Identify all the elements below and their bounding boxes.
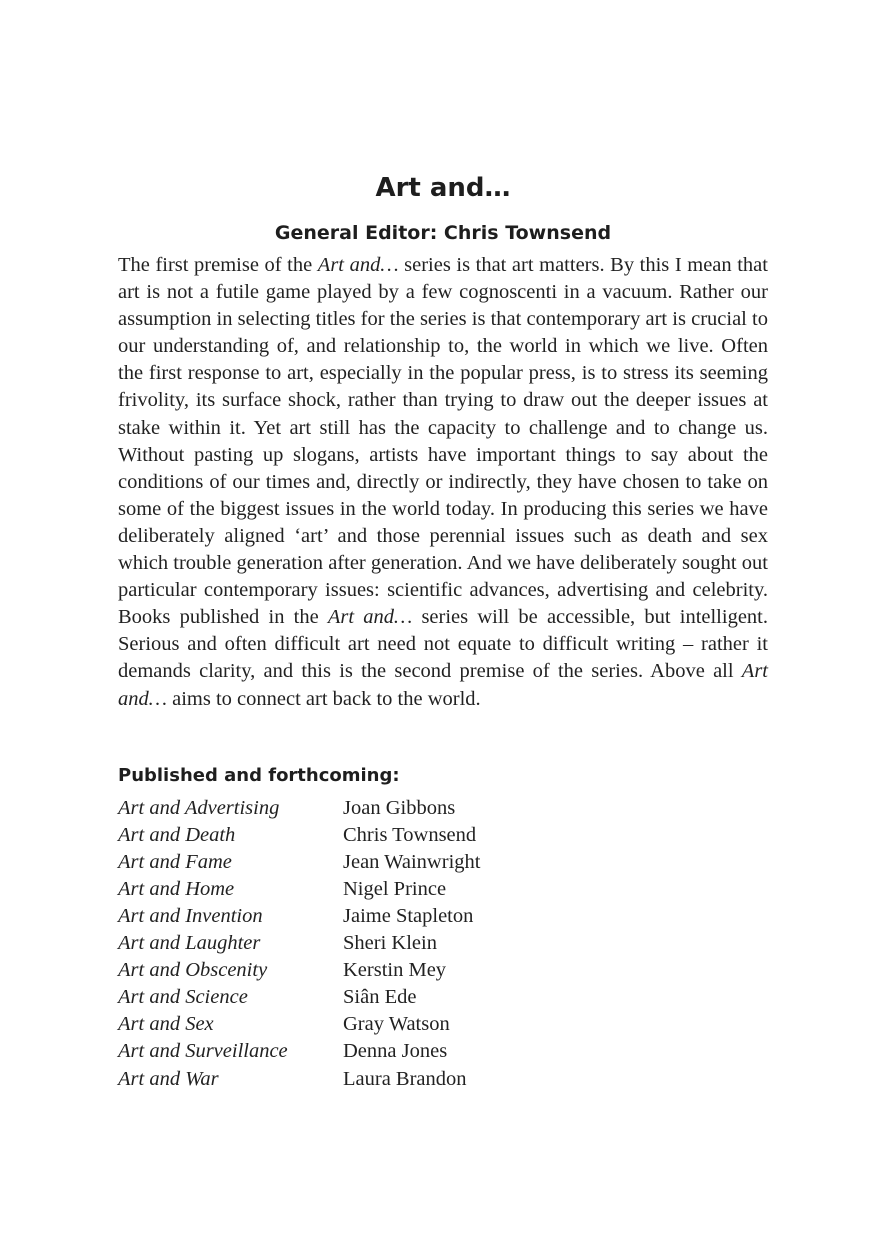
series-title: Art and… (375, 173, 511, 203)
book-title: Art and Science (118, 986, 248, 1009)
book-title: Art and Death (118, 823, 236, 846)
intro-text-1: The first premise of the (118, 254, 318, 276)
book-author: Nigel Prince (343, 877, 447, 900)
book-list (118, 795, 768, 1093)
book-author: Denna Jones (343, 1040, 448, 1063)
list-item (118, 1066, 768, 1093)
list-item (118, 795, 768, 822)
book-title: Art and Obscenity (118, 959, 268, 982)
intro-text-4: aims to connect art back to the world. (166, 687, 481, 710)
book-title: Art and Home (118, 877, 235, 900)
book-author: Laura Brandon (343, 1067, 467, 1090)
book-title: Art and War (118, 1067, 219, 1090)
book-title: Art and Sex (118, 1013, 214, 1036)
list-item (118, 849, 768, 876)
book-author: Jaime Stapleton (343, 904, 474, 927)
list-item (118, 1011, 768, 1038)
intro-text-3: series will be accessible, but intelligent. Serious and often difficult art need not equate to difficult writing – rather it demands clarity, and this is the second premise of the series. Above all (118, 606, 768, 683)
series-name: Art and… (118, 660, 768, 710)
general-editor: General Editor: Chris Townsend (274, 222, 612, 244)
book-title: Art and Advertising (118, 796, 280, 819)
book-title: Art and Invention (118, 904, 263, 927)
book-author: Joan Gibbons (343, 796, 456, 819)
book-author: Sheri Klein (343, 932, 437, 955)
series-introduction (118, 252, 768, 713)
book-author: Kerstin Mey (343, 959, 447, 982)
book-title: Art and Fame (118, 850, 232, 873)
book-title: Art and Surveillance (118, 1040, 288, 1063)
page (118, 170, 768, 1093)
book-title: Art and Laughter (118, 932, 261, 955)
book-author: Siân Ede (343, 986, 417, 1009)
list-item (118, 1038, 768, 1065)
published-heading: Published and forthcoming: (118, 764, 400, 786)
book-author: Gray Watson (343, 1013, 450, 1036)
book-author: Chris Townsend (343, 823, 477, 846)
list-item (118, 822, 768, 849)
list-item (118, 876, 768, 903)
list-item (118, 984, 768, 1011)
list-item (118, 930, 768, 957)
series-name: Art and… (327, 606, 413, 629)
list-item (118, 957, 768, 984)
book-author: Jean Wainwright (343, 850, 481, 873)
intro-text-2: series is that art matters. By this I mean that art is not a futile game played by a few cognoscenti in a vacuum. Rather our assumption in selecting titles for the series is that contemporary art is crucial to our understanding of, and relationship to, the world in which we live. Often the first response to art, especially in the popular press, is to stress its seeming frivolity, its surface shock, rather than trying to draw out the deeper issues at stake within it. Yet art still has the capacity to challenge and to change us. Without pasting up slogans, artists have important things to say about the conditions of our times and, directly or indirectly, they have chosen to take on some of the biggest issues in the world today. In producing this series we have deliberately aligned ‘art’ and those perennial issues such as death and sex which trouble generation after generation. And we have deliberately sought out particular contemporary issues: scientific advances, advertising and celebrity. Books published in the (118, 254, 768, 629)
series-name: Art and… (317, 254, 399, 276)
list-item (118, 903, 768, 930)
